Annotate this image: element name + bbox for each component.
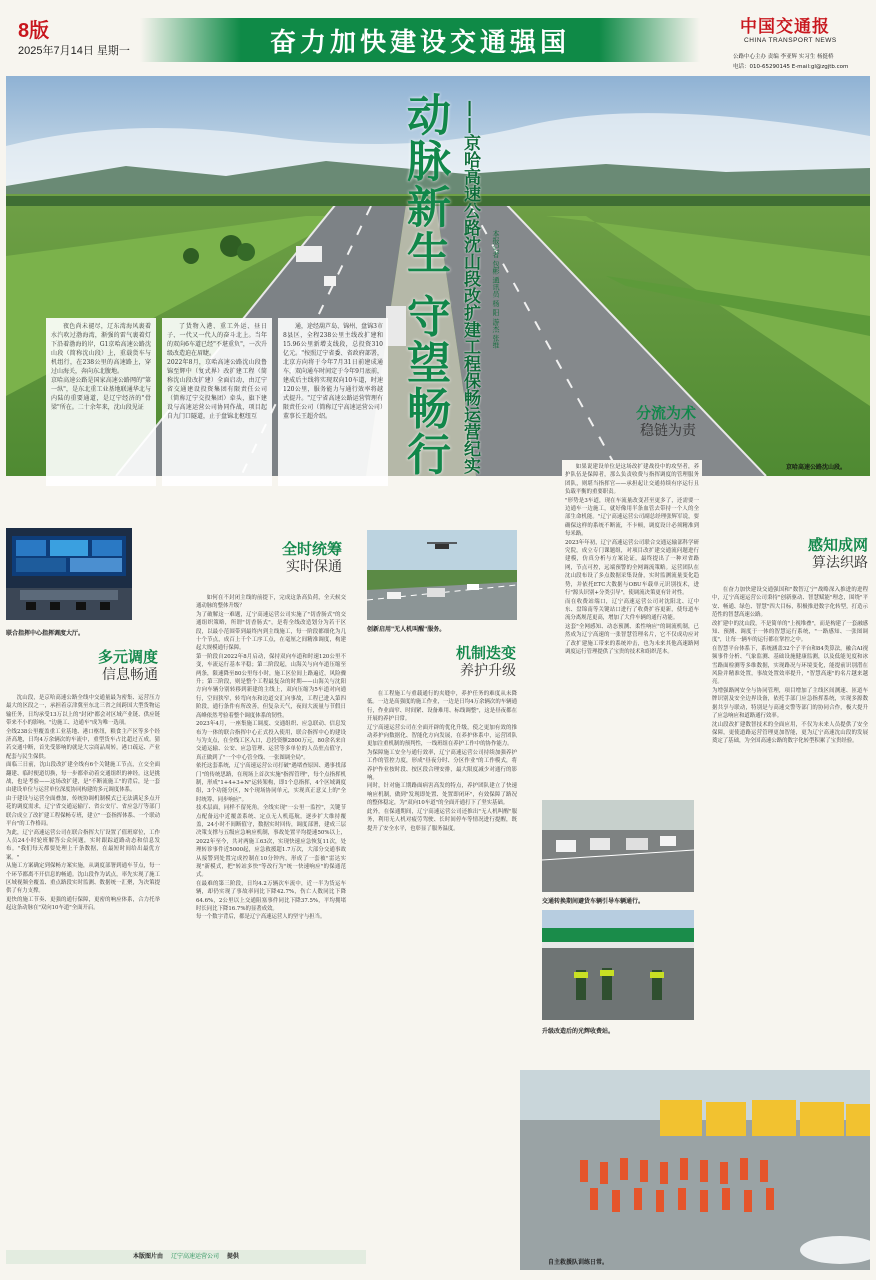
intro-text-1: 夜色尚未褪尽，辽东湾海风裹着水汽吹过渤海湾，渐强的雷气裹着灯下沿着渤海的岸，G1京哈高速公路沈山段（简称沈山段）上，重载货车与机组行，在238公里的高速路上，穿过山海关，奔向东北腹地。 京哈高速公路是国家高速公路网的"第一纵"，是东北重工业基地联通华北与内陆的重要通道，是辽宁经济的"骨梁"所在。二十余年来，沈山段见证 bbox=[51, 323, 151, 411]
toll-station-caption: 升级改造后的光辉收费站。 bbox=[542, 1028, 615, 1035]
footer-credit-suffix: 提供 bbox=[226, 1253, 239, 1260]
drone-highway-image bbox=[367, 530, 517, 620]
contact-line: 电话：010-65290145 E-mail:gl@zgjtb.com bbox=[733, 64, 849, 70]
issue-date: 2025年7月14日 星期一 bbox=[18, 45, 130, 57]
section-jixie-body bbox=[367, 690, 517, 1242]
section-quanshi-title bbox=[246, 540, 342, 576]
intro-text-2: 了货物入港、重工外运、昼日子、一代又一代人的奋斗北上。当年的双向6车道已经"不堪重负"，一次升级改造迫在眉睫。 2022年8月，京哈高速公路沈山段鲁锦至辉中（复式界）改扩建工程（简称沈山段改扩建）全面启动，由辽宁省交通建设投资集团有限责任公司（简称辽宁交投集团）牵头，旗下建设与高速运营公司协同作战，项目起自九门口隧道，止于盘锦北枢纽互 bbox=[167, 323, 267, 420]
rescue-team-image bbox=[520, 1070, 870, 1270]
section-jixie-subheading: 养护升级 bbox=[460, 663, 516, 679]
intro-column-1 bbox=[46, 318, 156, 486]
editor-line: 公路中心主办 责编 李亚辉 实习生 杨挺桥 bbox=[733, 54, 834, 60]
section-ganzhi-heading: 感知成网 bbox=[807, 536, 868, 554]
footer-credit-label: 本版图片由 bbox=[133, 1253, 164, 1260]
drone-caption: 创新启用"无人机叫醒"服务。 bbox=[367, 626, 446, 633]
section-duoyuan-subheading: 信息畅通 bbox=[102, 667, 158, 683]
headline-subtitle: ——京哈高速公路沈山段改扩建工程保畅运营纪实 bbox=[460, 100, 480, 474]
section-ganzhi-title bbox=[770, 536, 868, 572]
section-fenliu-subheading: 稳链为责 bbox=[640, 423, 696, 439]
headline-byline: 本报记者 包彬 通讯员 杨 阳 游杰 张维 bbox=[492, 230, 500, 349]
hero-caption: 京哈高速公路沈山段。 bbox=[786, 464, 847, 471]
masthead-cn: 中国交通报 bbox=[740, 17, 830, 37]
section-fenliu-body-cont bbox=[542, 560, 690, 796]
section-quanshi-text: 如何在不封闭主线的前提下，完成这条高负荷，全天候交通动脉的整体升级？ 为了破解这一难题，辽宁高速运营公司实施了"切香肠式"的交通组织策略，所谓"切香肠式"，是将全线改造划分为若干区段，以最小范围带到最终内到主线施工，每一阶段都细化为几十个节点，成百上千个工序工点，在毫厘之间精准调度，构建起大规模通行保障。 第一阶段自2022年8月启动，保持双向车道和时速120公里不变，车流运行基本平稳；第二阶段起，山海关与向车道压缩至两条，限速降至80公里每小时，施工区位间上路遍近，风险骤升；第三阶段，则是整个工程最复杂的时期——山海关与沈阳方向车辆分别转移到新建的主线上，双向压缩为5车道对向通行，空间狭窄，转弯向东和边道交汇向事故，工程已进入第四阶段，通行条件有所改善，但复杂天气，夜间大流量与节假日高峰依然考验着整个调度体系的韧性。 2023年4月，一座集施工调度、交通组织、应急联动、信息发布为一体的联合指挥中心正式投入使用，联合指挥中心的建设与为支点，在全线工区入口，总投资额2800万元，80余名来自交通运输、公安、应急管理、运营等多单位的人员驻点值守，真正做到了"一个中心管全线、一张图调全局"。 依托这套系统，辽宁高速运营公司打破"遇堵查原因、遇事找部门"的传统思路，在现场上首次实施"指挥管理"，每个点指挥机制，形成"1+4+3+N"运转架构，即1个总指挥，4个区域调度组，3个功能分区，N个现场协同单元，实现真正意义上的"全时统筹、同步响应"。 技术层面，同样不留死角。全线实现"一公里一监控"，关键节点配备远中近覆盖系统、定点无人机巡航，逐步扩大维持覆盖，24小时不间断值守，数据实时回传，调度部署，建成三层决策支撑与五级应急响应机制，事故处置平均提速50%以上，2022年至今，共对两施工63次，实现快速应急恢复11次，处理转诊事件近5000起，应急救援超1.7万次，大部分交通事故从接警到处置完成控制在10分钟内，形成了一套被"雷达实现"新模式，把"转站多快"等改行为"统一快速响应"的保通范式。 在最难的第三阶段，日均4.2万辆次车流中，近一半为货运车辆，却仍实现了事故率同比下降42.7%，伤亡人数同比下降64.6%，2公里以上交通阻塞事件同比下降37.5%，平均拥堵时长同比下降16.7%的显著成效。 每一个数字背后，都是辽宁高速运营人的坚守与担当。 bbox=[196, 595, 346, 921]
section-jixie-text: 在工程施工与重载通行的夹缝中，养护任务的难度从未降低。一边是高强度的施工作业，一边是日均4万余辆次的车辆通行，作业面窄、时间紧、设备难用、标线调整"，这是昼夜都在开展的养护日常。 辽宁高速运营公司在全面开辟的优化升级，使之更加有效的推动养护向数据化、智能化方向发展，在养护体系中，运营团队更加注重机制的预判性，一线班组在养护工作中的协作能力。 为保障施工安全与通行效率，辽宁高速运营公司持续加强养护工作的管控力度，形成"昼夜分时、分区作业"的工作模式，将养护作业按时段、按区段合理安排，最大限度减少对通行的影响。 同时，针对施工期路面病害高发的特点，养护团队建立了快速响应机制，做到"发现即处置、处置即闭环"，有效保障了路况的整体稳定，为"双向10车道"的全面开通打下了坚实基础。 此外，在保通期间，辽宁高速运营公司还推出"无人机叫醒"服务，利用无人机对疲劳驾驶、长时间停车等情况进行提醒，既提升了安全水平，也彰显了服务温度。 bbox=[367, 691, 517, 832]
section-fenliu-text: 如果说建设单位是这场改扩建战役中的攻坚者，养护队伍是保障者，那么负责收费与指挥调度的管理服务团队，则堪当指挥官——承担起让交通持续有序运行且负载平衡的重要职责。 "形势是3车道，现在车流量改变甚至更多了，还需要一边通车一边施工，就好像用半条血管去带持一个人的全部生命机能。"辽宁高速运营公司副总经理张辉军说，要确保这样的系统不断流，不卡顿，调度设计必须精准到每米路。 2023年年初，辽宁高速运营公司联合交通运输部科学研究院，成立专门课题组，对项目改扩建交通流问题进行建模，仿真分析与方案论证，最终提出了一种对省路网，节点可控，远端预警的全网调流策略。运营团队在沈山段布设了多点数据采集设备，实时监测流量变化趋势，并依托ETC大数据与OBU车载单元识别技术，进行"源头识别+分类引导"，使调流决策更有针对性。 而在收费站端口，辽宁高速运营公司对沈阳北、辽中东、盘锦南等关键站口进行了收费扩容更新，使每道车流分离规范更高，增加了大件车辆的通行功能。 这套"全网感知、动态预测、柔性响应"的调流机制，已然成为辽宁高速的一张智慧管理名片，它不仅成功应对了改扩建施工带来的系统冲击，也为未来其他高速路网调度运行管理提供了宝贵的技术和组织范本。 bbox=[565, 464, 699, 655]
section-quanshi-body bbox=[196, 594, 346, 1242]
section-duoyuan-text: 沈山段，是京哈高速公路全线中交通量最为密集、运营压力最大的区段之一，承担着京津冀至东北三省之间跨国大型货物运输任务，日均承受13万以上的"封闭"都会对区域产业链、供应链带来不小的影响。"边施工、边通车"成为唯一选项。 全线238公里覆盖重工业基地、港口枢纽，粮食主产区等多个经济高地，日均4万余辆次的车流中，重型货车占比超过五成。猜若交通中断，首先受影响的就是大宗商品周转，港口疏运、产业配套与民生保供。 面临三日前，沈山段改扩建全线有6个关键施工节点，立交全面翻建、临时便道切换，每一步都牵动着交通组织的神经。这是挑战，也是考验——这场改扩建，是"不断流施工"的背后，是一套由建设单位与运营单位深度协同构建的多元调度体系。 由于建设与运营全面叠加，传统协调机制模式已无法满足多点开花的调度需求，辽宁省交通运输厅、省公安厅、省应急厅等部门联合成立了改扩建工程保畅专班，建立"一套指挥体系、一个联动平台"的工作格局。 为此，辽宁高速运营公司在联合指挥大厅设置了值班席位，工作人员24小时轮班解答公众问题，实时跟踪道路动态和信息发布。"我们每天都要处理上千条数据，在最短时间给出最优方案。" 从施工方案确定到保畅方案实施，从调度部署到通车节点，每一个环节都离不开信息的畅通。沈山段作为试点，率先实现了施工区域视频全覆盖、重点路段实时监测、数据统一汇聚，为决策提供了有力支撑。 更快的施工节奏、更强的通行保障，更密的响应体系，合力托举起这条动脉在"双向10车道"全面开启。 bbox=[6, 695, 160, 912]
section-fenliu-title bbox=[600, 404, 696, 440]
toll-station-image bbox=[542, 910, 694, 1020]
section-quanshi-heading: 全时统筹 bbox=[281, 540, 342, 558]
footer-credit bbox=[6, 1250, 366, 1264]
section-fenliu-heading: 分流为术 bbox=[635, 404, 696, 422]
section-duoyuan-title bbox=[60, 648, 158, 684]
headline-main: 动脉新生 守望畅行 bbox=[399, 92, 450, 478]
intro-text-3: 通，途经葫芦岛、锦州、盘锦3市8县区，全程238公里主线改扩建和15.96公里新增支线段，总投资310亿元。"按照辽宁省委、省政府部署，北京方向将于今年7月31日前建成通车，双向通车时间定于今年9月底前，建成后主线将实现双向10车道，时速120公里，服务能力与通行效率将越式提升。"辽宁省高速公路运营管理有限责任公司（简称辽宁高速运营公司）董事长王超介绍。 bbox=[283, 323, 383, 420]
footer-credit-source: 辽宁高速运营公司 bbox=[170, 1253, 219, 1260]
command-center-caption: 联合指挥中心指挥调度大厅。 bbox=[6, 630, 85, 637]
toll-station-photo bbox=[542, 910, 694, 1020]
section-duoyuan-body bbox=[6, 694, 160, 1242]
masthead-en: CHINA TRANSPORT NEWS bbox=[744, 37, 837, 44]
page-header bbox=[0, 0, 876, 74]
section-jixie-heading: 机制迭变 bbox=[455, 644, 516, 662]
section-ganzhi-text: 在奋力加快建设交通强国和"数智辽宁"战略深入推进的进程中，辽宁高速运营公司秉持"创新驱动、智慧赋能"理念，围绕"平安、畅通、绿色、智慧"四大目标，积极推进数字化转型，打造示范性的智慧高速公路。 改扩建中的沈山段，不是简单的"上视堆叠"，而是构建了一套融感知、预测、调度于一体的智慧运行系统，"一路感知、一张图调度"，让每一辆车的运行都在掌控之中。 在智慧平台体系下，系统涵盖32个子平台和84类算法，融合AI视频事件分析、气象监测、基础设施健康监测，以及低能见度和冰雪路面检测等多维数据，实现路况与环境变化，能提前识别潜在风险并精准处置，事故处置效率提升，"智慧高速"的名片越来越亮。 为增强路网安全与协同管理，项目增加了主线区间测速、匝道车牌识别及安全边界设备，依托手部门应急指挥系统，实现多源数据共享与联动，特别是与高速交警等部门的协同合作，极大提升了应急响应和道路通行效率。 沈山段改扩建数智技术的全面应用，不仅为未来人员提供了安全保障，更使道路运营管理更加智能，更为辽宁高速沈山段的发展奠定了基础，为全国高速公路的数字化转型积累了宝贵经验。 bbox=[712, 587, 868, 745]
rescue-team-caption: 自主救援队训练日常。 bbox=[548, 1259, 609, 1266]
section-jixie-title bbox=[420, 644, 516, 680]
drone-photo bbox=[367, 530, 517, 620]
toll-traffic-caption: 交通转换期间避货车辆引导车辆通行。 bbox=[542, 898, 645, 905]
section-quanshi-subheading: 实时保通 bbox=[286, 559, 342, 575]
command-center-image bbox=[6, 528, 132, 620]
toll-traffic-photo bbox=[542, 800, 694, 892]
section-duoyuan-heading: 多元调度 bbox=[97, 648, 158, 666]
rescue-team-photo bbox=[520, 1070, 870, 1270]
intro-column-3 bbox=[278, 318, 388, 486]
toll-traffic-image bbox=[542, 800, 694, 892]
command-center-photo bbox=[6, 528, 132, 620]
banner-title: 奋力加快建设交通强国 bbox=[269, 28, 570, 58]
page-label: 8版 bbox=[18, 20, 50, 42]
section-ganzhi-body bbox=[712, 586, 868, 1056]
intro-column-2 bbox=[162, 318, 272, 486]
section-ganzhi-subheading: 算法织路 bbox=[812, 555, 868, 571]
